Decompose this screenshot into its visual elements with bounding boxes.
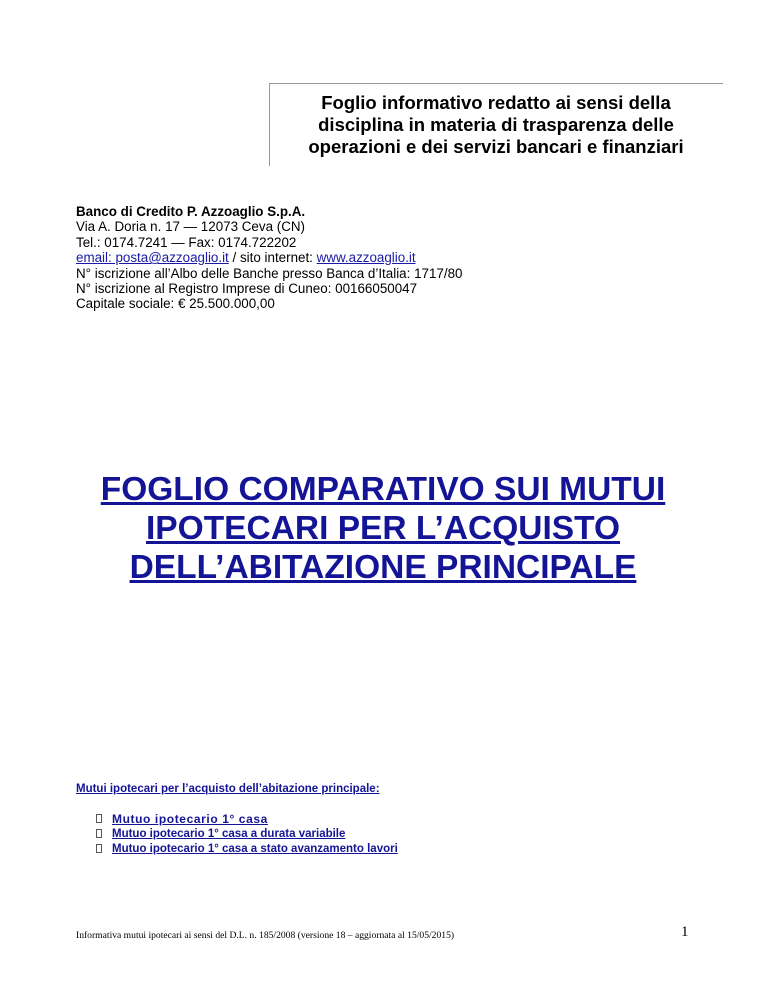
section-heading: Mutui ipotecari per l’acquisto dell’abitazione principale: (76, 783, 380, 795)
box-bullet-icon (96, 844, 102, 853)
bank-capitale: Capitale sociale: € 25.500.000,00 (76, 296, 275, 312)
box-bullet-icon (96, 829, 102, 838)
bank-contacts (76, 250, 462, 265)
box-bullet-icon (96, 814, 102, 823)
list-item (96, 811, 398, 826)
website-separator: / sito internet: (228, 250, 317, 266)
bank-registro: N° iscrizione al Registro Imprese di Cuneo: 00166050047 (76, 281, 418, 297)
bank-info (76, 204, 462, 312)
header-line: Foglio informativo redatto ai sensi della (321, 92, 671, 113)
list-item (96, 841, 398, 856)
bank-name: Banco di Credito P. Azzoaglio S.p.A. (76, 204, 306, 219)
website-link[interactable]: www.azzoaglio.it (316, 250, 416, 266)
bank-albo: N° iscrizione all’Albo delle Banche presso Banca d’Italia: 1717/80 (76, 265, 463, 281)
header-line: disciplina in materia di trasparenza delle (318, 114, 674, 135)
header-statement (270, 92, 722, 158)
bank-address: Via A. Doria n. 17 — 12073 Ceva (CN) (76, 219, 305, 235)
email-link[interactable]: email: posta@azzoaglio.it (76, 250, 229, 266)
list-item (96, 826, 398, 841)
page-number: 1 (681, 924, 689, 940)
header-line: operazioni e dei servizi bancari e finanziari (308, 136, 684, 157)
title-line: FOGLIO COMPARATIVO SUI MUTUI (100, 471, 666, 508)
product-list (96, 811, 398, 856)
link-mutuo-1-casa[interactable]: Mutuo ipotecario 1° casa (112, 811, 268, 826)
link-mutuo-stato-avanzamento[interactable]: Mutuo ipotecario 1° casa a stato avanzamento lavori (112, 842, 398, 855)
bank-phone-fax: Tel.: 0174.7241 — Fax: 0174.722202 (76, 234, 297, 250)
link-mutuo-durata-variabile[interactable]: Mutuo ipotecario 1° casa a durata variabile (112, 827, 346, 840)
title-line: IPOTECARI PER L’ACQUISTO (145, 510, 621, 547)
footer-text: Informativa mutui ipotecari ai sensi del D.L. n. 185/2008 (versione 18 – aggiornata al 15/05/2015) (76, 930, 455, 941)
page-title (60, 470, 706, 587)
title-line: DELL’ABITAZIONE PRINCIPALE (129, 549, 637, 586)
